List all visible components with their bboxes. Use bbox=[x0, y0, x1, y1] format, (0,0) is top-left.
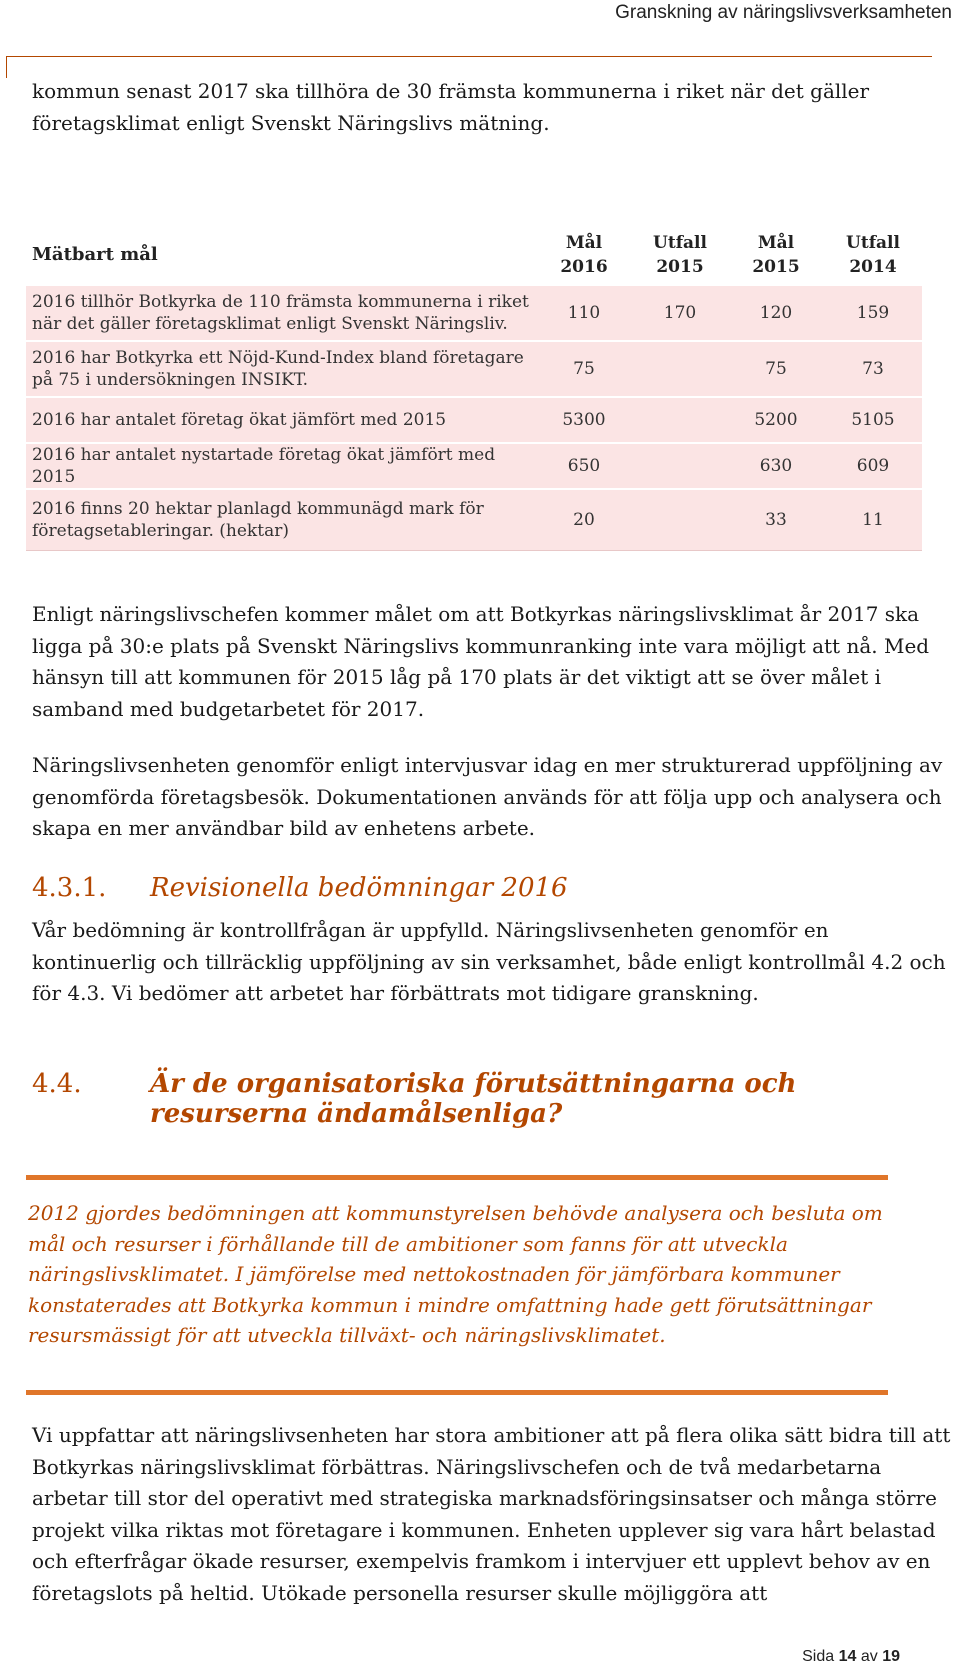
row-label: 2016 har antalet företag ökat jämfört med 2015 bbox=[26, 397, 536, 443]
table-cell: 609 bbox=[824, 443, 922, 489]
body-paragraph: Näringslivsenheten genomför enligt intervjusvar idag en mer strukturerad uppföljning av genomförda företagsbesök. Dokumentationen används för att följa upp och analysera och skapa en mer användbar bild av enhetens arbete. bbox=[32, 753, 943, 840]
intro-paragraph bbox=[32, 76, 952, 139]
row-label: 2016 har antalet nystartade företag ökat jämfört med 2015 bbox=[26, 443, 536, 489]
table-cell: 170 bbox=[632, 285, 728, 341]
section-title: Revisionella bedömningar 2016 bbox=[150, 873, 568, 903]
page-total: 19 bbox=[882, 1648, 900, 1665]
column-header: Utfall 2014 bbox=[846, 233, 900, 277]
table-cell: 33 bbox=[728, 489, 824, 551]
row-label: 2016 finns 20 hektar planlagd kommunägd mark för företagsetableringar. (hektar) bbox=[26, 489, 536, 551]
header-rule-tick bbox=[6, 56, 7, 78]
page-number: 14 bbox=[838, 1648, 857, 1665]
table-row bbox=[26, 443, 922, 489]
row-label: 2016 tillhör Botkyrka de 110 främsta kommunerna i riket när det gäller företagsklimat enligt Svenskt Näringsliv. bbox=[26, 285, 536, 341]
running-header-title: Granskning av näringslivsverksamheten bbox=[615, 2, 952, 23]
table-cell bbox=[632, 397, 728, 443]
table-cell: 73 bbox=[824, 341, 922, 397]
body-paragraph: Enligt näringslivschefen kommer målet om att Botkyrkas näringslivsklimat år 2017 ska ligga på 30:e plats på Svenskt Näringslivs kommunranking inte vara möjligt att nå. Med hänsyn till att kommunen för 2015 låg på 170 plats är det viktigt att se över målet i samband med budgetarbetet för 2017. bbox=[32, 602, 930, 721]
intro-line-1: kommun senast 2017 ska tillhöra de 30 främsta kommunerna i riket när det gäller bbox=[32, 79, 870, 103]
table-cell: 20 bbox=[536, 489, 632, 551]
section-number: 4.3.1. bbox=[32, 873, 107, 903]
table-cell: 11 bbox=[824, 489, 922, 551]
table-cell: 630 bbox=[728, 443, 824, 489]
table-row bbox=[26, 341, 922, 397]
footer-prefix: Sida bbox=[802, 1648, 835, 1665]
footer-of: av bbox=[860, 1648, 878, 1665]
table-row bbox=[26, 489, 922, 551]
callout-top-rule bbox=[26, 1175, 888, 1180]
column-header: Mätbart mål bbox=[32, 244, 158, 265]
table-cell: 110 bbox=[536, 285, 632, 341]
table-cell: 75 bbox=[728, 341, 824, 397]
goals-table bbox=[26, 226, 922, 551]
section-heading-4-3-1 bbox=[32, 873, 568, 903]
column-header: Mål 2016 bbox=[560, 233, 608, 277]
body-paragraph: Vi uppfattar att näringslivsenheten har stora ambitioner att på flera olika sätt bidra till att Botkyrkas näringslivsklimat förbättras. Näringslivschefen och de två medarbetarna arbetar till stor del operativt med strategiska marknadsföringsinsatser och många större projekt vilka riktas mot företagare i kommunen. Enheten upplever sig vara hårt belastad och efterfrågar ökade resurser, exempelvis framkom i intervjuer ett upplevt behov av en företagslots på heltid. Utökade personella resurser skulle möjliggöra att bbox=[32, 1423, 951, 1605]
column-header: Mål 2015 bbox=[752, 233, 800, 277]
callout-text: 2012 gjordes bedömningen att kommunstyrelsen behövde analysera och besluta om mål och resurser i förhållande till de ambitioner som fanns för att utveckla näringslivsklimatet. I jämförelse med nettokostnaden för jämförbara kommuner konstaterades att Botkyrka kommun i mindre omfattning hade gett förutsättningar resursmässigt för att utveckla tillväxt- och näringslivsklimatet. bbox=[28, 1201, 883, 1347]
intro-line-2: företagsklimat enligt Svenskt Näringslivs mätning. bbox=[32, 110, 550, 135]
table-cell: 120 bbox=[728, 285, 824, 341]
table-cell: 75 bbox=[536, 341, 632, 397]
table-cell: 5105 bbox=[824, 397, 922, 443]
table-cell: 650 bbox=[536, 443, 632, 489]
header-rule bbox=[6, 56, 932, 57]
table-cell bbox=[632, 489, 728, 551]
table-cell bbox=[632, 443, 728, 489]
table-row bbox=[26, 285, 922, 341]
column-header: Utfall 2015 bbox=[653, 233, 707, 277]
section-title: Är de organisatoriska förutsättningarna och resurserna ändamålsenliga? bbox=[150, 1069, 797, 1129]
table-cell: 5300 bbox=[536, 397, 632, 443]
page-footer bbox=[802, 1648, 900, 1666]
section-heading-4-4 bbox=[32, 1069, 850, 1129]
table-cell: 159 bbox=[824, 285, 922, 341]
section-number: 4.4. bbox=[32, 1069, 82, 1099]
row-label: 2016 har Botkyrka ett Nöjd-Kund-Index bland företagare på 75 i undersökningen INSIKT. bbox=[26, 341, 536, 397]
table-row bbox=[26, 397, 922, 443]
table-cell bbox=[632, 341, 728, 397]
table-header-row bbox=[26, 226, 922, 285]
body-paragraph: Vår bedömning är kontrollfrågan är uppfylld. Näringslivsenheten genomför en kontinuerlig och tillräcklig uppföljning av sin verksamhet, både enligt kontrollmål 4.2 och för 4.3. Vi bedömer att arbetet har förbättrats mot tidigare granskning. bbox=[32, 918, 946, 1005]
callout-bottom-rule bbox=[26, 1390, 888, 1395]
table-cell: 5200 bbox=[728, 397, 824, 443]
